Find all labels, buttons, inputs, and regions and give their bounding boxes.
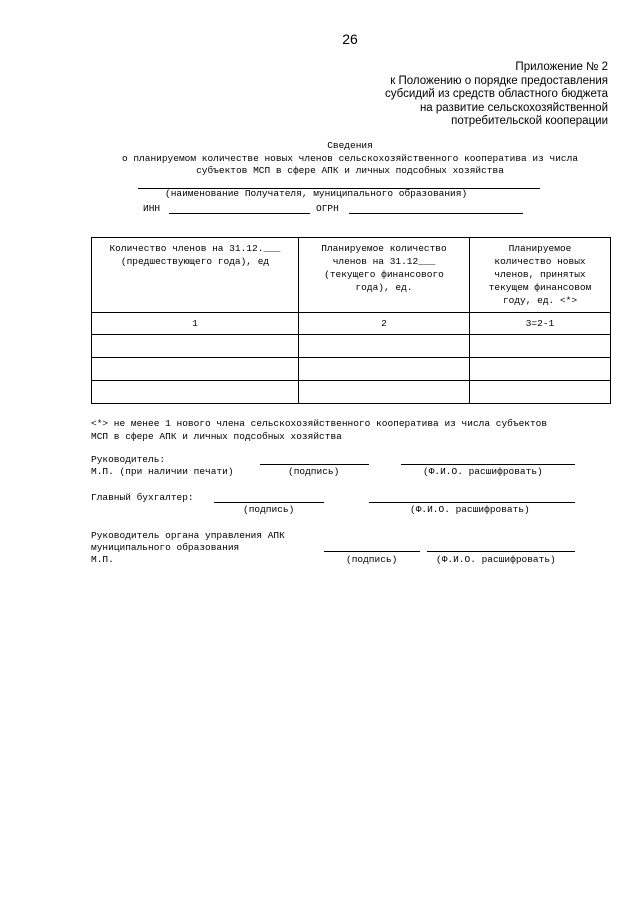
page-number: 26 [342,31,358,47]
table-cell[interactable] [470,381,611,404]
recipient-caption: (наименование Получателя, муниципального образования) [165,188,468,199]
table-header-cell: Планируемое количество членов на 31.12___ (текущего финансового года), ед. [299,238,470,313]
head-signature-line [260,464,369,465]
fio-caption: (Ф.И.О. расшифровать) [423,466,543,477]
table-cell: 2 [299,313,470,335]
fio-caption: (Ф.И.О. расшифровать) [410,504,530,515]
table-row [92,313,611,335]
table-header-cell: Планируемое количество новых членов, принятых текущем финансовом году, ед. <*> [470,238,611,313]
document-title: Сведения [327,140,373,151]
table-cell[interactable] [299,335,470,358]
apk-head-label: Руководитель органа управления АПК [91,530,285,541]
table-cell[interactable] [92,381,299,404]
table-cell: 3=2-1 [470,313,611,335]
footnote: МСП в сфере АПК и личных подсобных хозяйства [91,431,342,442]
accountant-fio-line [369,502,575,503]
apk-signature-line [324,551,420,552]
inn-label: ИНН [143,203,161,214]
ogrn-line [349,213,523,214]
document-subtitle: субъектов МСП в сфере АПК и личных подсобных хозяйства [196,165,504,176]
table-row [92,358,611,381]
table-cell[interactable] [299,358,470,381]
accountant-signature-line [214,502,324,503]
apk-fio-line [427,551,575,552]
table-cell[interactable] [470,335,611,358]
signature-caption: (подпись) [288,466,340,477]
inn-line [169,213,310,214]
table-cell: 1 [92,313,299,335]
seal-note: М.П. [91,554,114,565]
table-row [92,335,611,358]
table-header-cell: Количество членов на 31.12.___ (предшествующего года), ед [92,238,299,313]
members-table [91,237,611,404]
appendix-line: потребительской кооперации [451,115,608,127]
apk-head-label: муниципального образования [91,542,240,553]
appendix-line: на развитие сельскохозяйственной [419,101,608,114]
appendix-line: субсидий из средств областного бюджета [384,88,608,100]
fio-caption: (Ф.И.О. расшифровать) [436,554,556,565]
ogrn-label: ОГРН [316,203,339,214]
table-cell[interactable] [470,358,611,381]
appendix-line: Приложение № 2 [515,61,608,73]
appendix-line: к Положению о порядке предоставления [390,74,608,87]
head-fio-line [401,464,575,465]
table-cell[interactable] [92,335,299,358]
table-cell[interactable] [299,381,470,404]
table-cell[interactable] [92,358,299,381]
table-header-row [92,238,611,313]
signature-caption: (подпись) [243,504,295,515]
footnote: <*> не менее 1 нового члена сельскохозяйственного кооператива из числа субъектов [91,418,548,429]
signature-caption: (подпись) [346,554,398,565]
table-row [92,381,611,404]
appendix-heading [385,61,608,129]
head-label: Руководитель: [91,454,166,465]
accountant-label: Главный бухгалтер: [91,492,194,503]
document-subtitle: о планируемом количестве новых членов сельскохозяйственного кооператива из числа [121,153,579,164]
seal-note: М.П. (при наличии печати) [91,466,234,477]
